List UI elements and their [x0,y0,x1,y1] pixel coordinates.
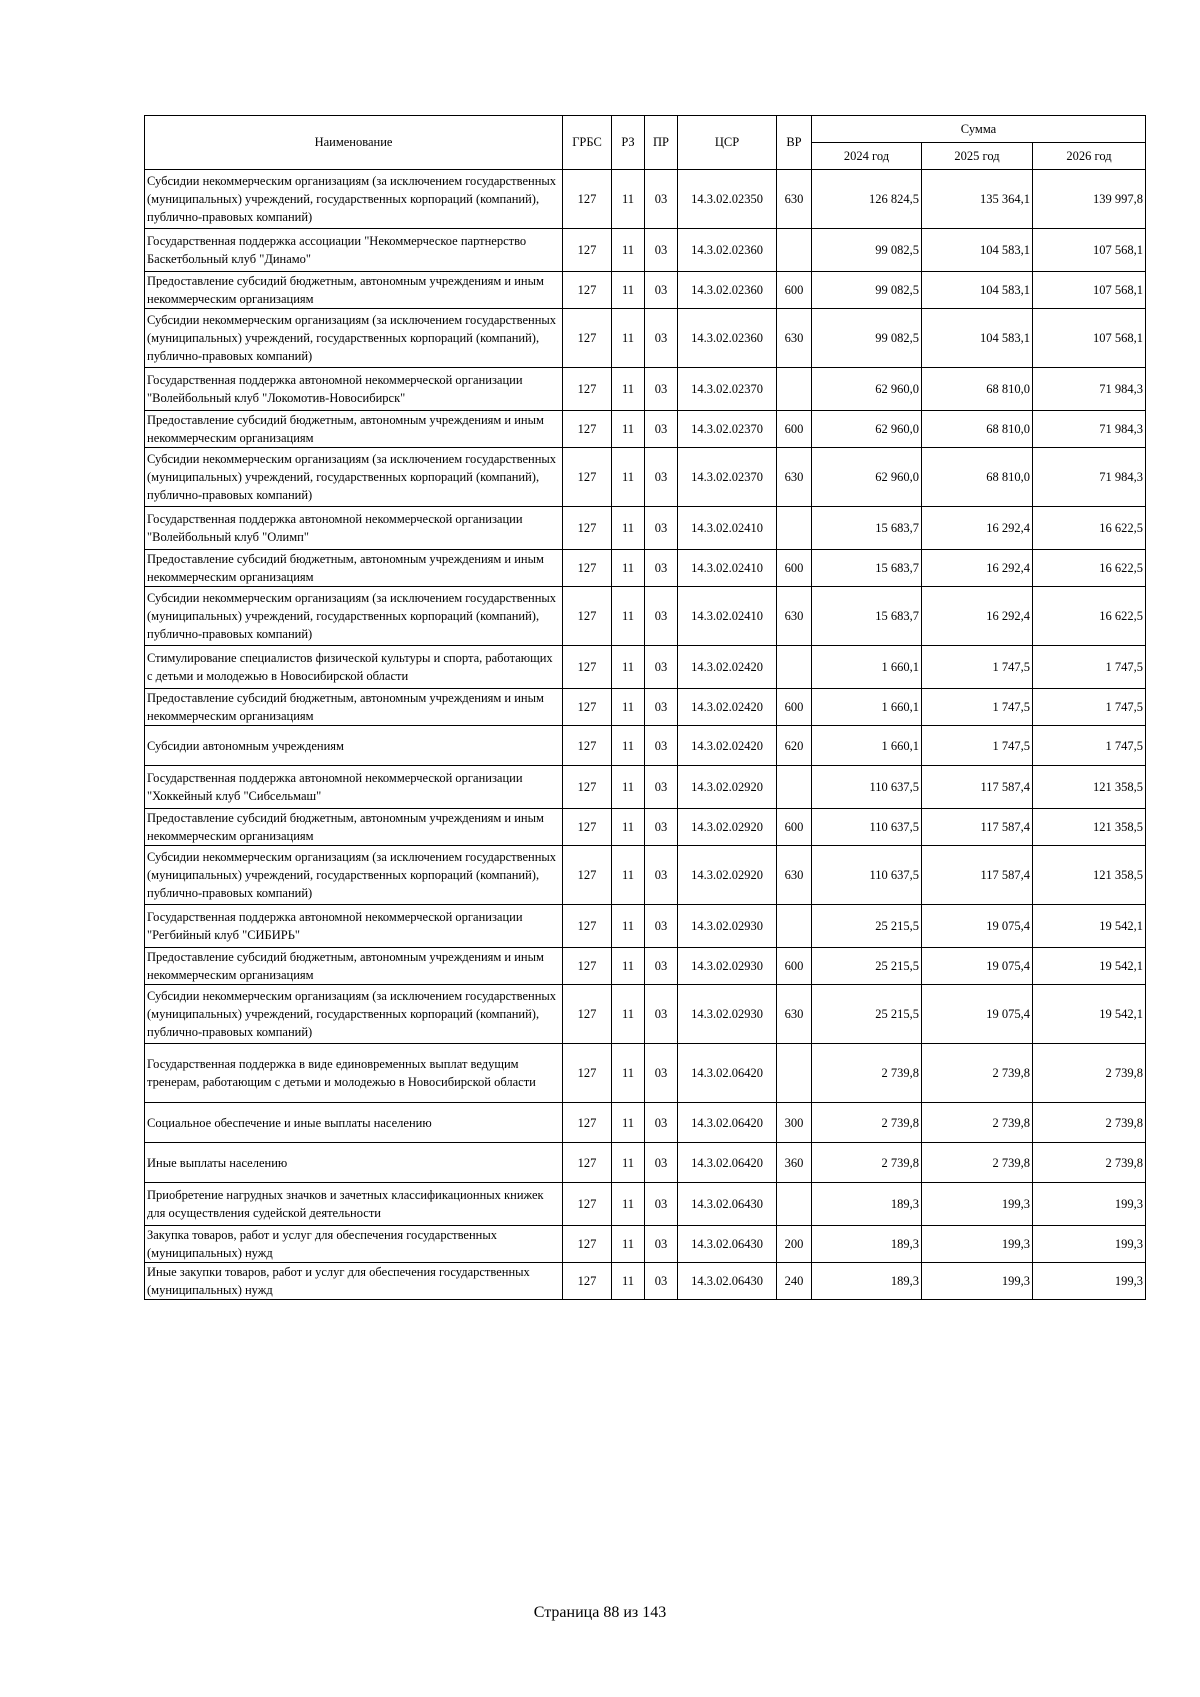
row-csr: 14.3.02.06420 [678,1103,777,1143]
row-sum-2024: 62 960,0 [812,411,922,448]
row-pr: 03 [645,1143,678,1183]
row-vr [777,646,812,689]
row-sum-2025: 68 810,0 [922,368,1033,411]
row-vr: 630 [777,309,812,368]
row-csr: 14.3.02.02370 [678,448,777,507]
row-sum-2026: 139 997,8 [1033,170,1146,229]
row-sum-2026: 16 622,5 [1033,507,1146,550]
row-csr: 14.3.02.02360 [678,309,777,368]
row-pr: 03 [645,809,678,846]
table-row [145,587,1146,646]
row-sum-2024: 189,3 [812,1226,922,1263]
table-row [145,726,1146,766]
row-csr: 14.3.02.06430 [678,1263,777,1300]
row-sum-2024: 15 683,7 [812,550,922,587]
row-name: Субсидии некоммерческим организациям (за исключением государственных (муниципальных) учреждений, государственных корпораций (компаний), публично-правовых компаний) [145,587,563,646]
row-sum-2026: 107 568,1 [1033,309,1146,368]
row-csr: 14.3.02.06420 [678,1044,777,1103]
row-sum-2025: 199,3 [922,1263,1033,1300]
row-sum-2024: 25 215,5 [812,905,922,948]
row-grbs: 127 [563,507,612,550]
table-row [145,507,1146,550]
page-number: Страница 88 из 143 [533,1604,667,1621]
row-sum-2026: 16 622,5 [1033,587,1146,646]
row-pr: 03 [645,229,678,272]
row-grbs: 127 [563,726,612,766]
budget-table [144,115,1146,1300]
row-rz: 11 [612,587,645,646]
row-csr: 14.3.02.02420 [678,726,777,766]
row-rz: 11 [612,846,645,905]
row-sum-2025: 104 583,1 [922,309,1033,368]
row-pr: 03 [645,905,678,948]
row-vr: 360 [777,1143,812,1183]
row-csr: 14.3.02.06420 [678,1143,777,1183]
row-name: Предоставление субсидий бюджетным, автономным учреждениям и иным некоммерческим организациям [145,809,563,846]
row-pr: 03 [645,1226,678,1263]
row-name: Предоставление субсидий бюджетным, автономным учреждениям и иным некоммерческим организациям [145,550,563,587]
table-row [145,1263,1146,1300]
row-csr: 14.3.02.02920 [678,846,777,905]
row-name: Стимулирование специалистов физической культуры и спорта, работающих с детьми и молодежью в Новосибирской области [145,646,563,689]
row-csr: 14.3.02.02360 [678,272,777,309]
row-vr [777,1044,812,1103]
row-vr [777,905,812,948]
row-vr [777,368,812,411]
row-rz: 11 [612,309,645,368]
row-sum-2025: 199,3 [922,1183,1033,1226]
row-rz: 11 [612,550,645,587]
row-name: Иные выплаты населению [145,1143,563,1183]
row-sum-2024: 110 637,5 [812,846,922,905]
header-sum: Сумма [812,116,1146,143]
row-vr: 630 [777,985,812,1044]
row-rz: 11 [612,448,645,507]
row-sum-2025: 1 747,5 [922,726,1033,766]
row-rz: 11 [612,726,645,766]
table-row [145,309,1146,368]
row-rz: 11 [612,411,645,448]
row-grbs: 127 [563,1183,612,1226]
row-csr: 14.3.02.02410 [678,507,777,550]
row-vr: 300 [777,1103,812,1143]
row-csr: 14.3.02.02420 [678,689,777,726]
row-sum-2024: 1 660,1 [812,689,922,726]
row-sum-2026: 2 739,8 [1033,1103,1146,1143]
row-name: Предоставление субсидий бюджетным, автономным учреждениям и иным некоммерческим организациям [145,411,563,448]
row-rz: 11 [612,1263,645,1300]
row-rz: 11 [612,368,645,411]
table-row [145,448,1146,507]
row-grbs: 127 [563,985,612,1044]
row-vr [777,507,812,550]
row-grbs: 127 [563,229,612,272]
table-header [145,116,1146,170]
row-sum-2026: 19 542,1 [1033,948,1146,985]
row-sum-2026: 1 747,5 [1033,689,1146,726]
row-sum-2026: 1 747,5 [1033,646,1146,689]
row-sum-2024: 99 082,5 [812,272,922,309]
row-rz: 11 [612,948,645,985]
row-sum-2025: 19 075,4 [922,985,1033,1044]
row-sum-2025: 19 075,4 [922,905,1033,948]
header-pr: ПР [645,116,678,170]
row-sum-2026: 199,3 [1033,1183,1146,1226]
header-2026: 2026 год [1033,143,1146,170]
row-pr: 03 [645,368,678,411]
row-sum-2026: 121 358,5 [1033,766,1146,809]
header-rz: РЗ [612,116,645,170]
row-rz: 11 [612,689,645,726]
row-pr: 03 [645,309,678,368]
row-rz: 11 [612,985,645,1044]
table-body [145,170,1146,1300]
row-sum-2025: 2 739,8 [922,1103,1033,1143]
row-sum-2025: 117 587,4 [922,766,1033,809]
row-sum-2026: 2 739,8 [1033,1143,1146,1183]
row-pr: 03 [645,646,678,689]
row-rz: 11 [612,1044,645,1103]
row-rz: 11 [612,1143,645,1183]
row-grbs: 127 [563,809,612,846]
row-rz: 11 [612,646,645,689]
row-sum-2025: 1 747,5 [922,646,1033,689]
row-sum-2025: 19 075,4 [922,948,1033,985]
row-sum-2024: 99 082,5 [812,309,922,368]
row-vr: 600 [777,809,812,846]
row-csr: 14.3.02.02370 [678,368,777,411]
table-row [145,1044,1146,1103]
row-sum-2025: 68 810,0 [922,448,1033,507]
row-grbs: 127 [563,1143,612,1183]
row-sum-2026: 107 568,1 [1033,229,1146,272]
table-row [145,846,1146,905]
row-sum-2024: 1 660,1 [812,646,922,689]
row-sum-2024: 25 215,5 [812,948,922,985]
row-sum-2025: 68 810,0 [922,411,1033,448]
table-row [145,809,1146,846]
row-sum-2026: 121 358,5 [1033,809,1146,846]
row-rz: 11 [612,507,645,550]
row-grbs: 127 [563,766,612,809]
row-grbs: 127 [563,846,612,905]
table-row [145,766,1146,809]
table-row [145,368,1146,411]
row-name: Государственная поддержка автономной некоммерческой организации "Хоккейный клуб "Сибсельмаш" [145,766,563,809]
row-sum-2025: 117 587,4 [922,846,1033,905]
row-name: Предоставление субсидий бюджетным, автономным учреждениям и иным некоммерческим организациям [145,948,563,985]
row-csr: 14.3.02.02370 [678,411,777,448]
row-csr: 14.3.02.02350 [678,170,777,229]
row-sum-2026: 19 542,1 [1033,905,1146,948]
row-pr: 03 [645,550,678,587]
row-sum-2025: 2 739,8 [922,1044,1033,1103]
row-sum-2024: 1 660,1 [812,726,922,766]
row-sum-2025: 1 747,5 [922,689,1033,726]
row-vr: 620 [777,726,812,766]
row-name: Иные закупки товаров, работ и услуг для обеспечения государственных (муниципальных) нужд [145,1263,563,1300]
row-csr: 14.3.02.06430 [678,1226,777,1263]
row-sum-2025: 16 292,4 [922,507,1033,550]
row-sum-2025: 2 739,8 [922,1143,1033,1183]
row-sum-2025: 199,3 [922,1226,1033,1263]
row-csr: 14.3.02.02420 [678,646,777,689]
row-name: Предоставление субсидий бюджетным, автономным учреждениям и иным некоммерческим организациям [145,689,563,726]
row-sum-2025: 104 583,1 [922,272,1033,309]
row-rz: 11 [612,229,645,272]
row-name: Субсидии некоммерческим организациям (за исключением государственных (муниципальных) учреждений, государственных корпораций (компаний), публично-правовых компаний) [145,985,563,1044]
table-row [145,1103,1146,1143]
row-sum-2024: 110 637,5 [812,766,922,809]
row-sum-2025: 104 583,1 [922,229,1033,272]
header-grbs: ГРБС [563,116,612,170]
row-pr: 03 [645,448,678,507]
row-name: Субсидии некоммерческим организациям (за исключением государственных (муниципальных) учреждений, государственных корпораций (компаний), публично-правовых компаний) [145,170,563,229]
row-sum-2026: 199,3 [1033,1226,1146,1263]
row-name: Государственная поддержка автономной некоммерческой организации "Регбийный клуб "СИБИРЬ" [145,905,563,948]
row-csr: 14.3.02.02920 [678,766,777,809]
row-vr: 630 [777,170,812,229]
row-sum-2025: 117 587,4 [922,809,1033,846]
row-sum-2026: 71 984,3 [1033,368,1146,411]
row-csr: 14.3.02.02930 [678,985,777,1044]
row-sum-2024: 2 739,8 [812,1143,922,1183]
row-name: Государственная поддержка ассоциации "Некоммерческое партнерство Баскетбольный клуб "Динамо" [145,229,563,272]
row-name: Закупка товаров, работ и услуг для обеспечения государственных (муниципальных) нужд [145,1226,563,1263]
row-sum-2026: 1 747,5 [1033,726,1146,766]
row-name: Государственная поддержка в виде единовременных выплат ведущим тренерам, работающим с детьми и молодежью в Новосибирской области [145,1044,563,1103]
table-row [145,646,1146,689]
row-grbs: 127 [563,1226,612,1263]
row-grbs: 127 [563,587,612,646]
table-row [145,170,1146,229]
row-vr: 630 [777,846,812,905]
row-pr: 03 [645,411,678,448]
row-sum-2026: 16 622,5 [1033,550,1146,587]
table-row [145,550,1146,587]
table-row [145,272,1146,309]
table-row [145,411,1146,448]
row-grbs: 127 [563,272,612,309]
row-sum-2024: 189,3 [812,1263,922,1300]
row-rz: 11 [612,1226,645,1263]
row-rz: 11 [612,766,645,809]
row-vr [777,766,812,809]
table-row [145,985,1146,1044]
row-pr: 03 [645,726,678,766]
row-rz: 11 [612,170,645,229]
row-vr: 600 [777,550,812,587]
row-vr [777,229,812,272]
row-vr [777,1183,812,1226]
row-pr: 03 [645,846,678,905]
row-pr: 03 [645,272,678,309]
table-row [145,689,1146,726]
row-vr: 600 [777,948,812,985]
table-row [145,1183,1146,1226]
row-grbs: 127 [563,309,612,368]
row-pr: 03 [645,948,678,985]
row-grbs: 127 [563,689,612,726]
table-row [145,948,1146,985]
row-name: Субсидии некоммерческим организациям (за исключением государственных (муниципальных) учреждений, государственных корпораций (компаний), публично-правовых компаний) [145,846,563,905]
row-grbs: 127 [563,948,612,985]
row-grbs: 127 [563,448,612,507]
row-csr: 14.3.02.02920 [678,809,777,846]
row-grbs: 127 [563,1103,612,1143]
table-row [145,1143,1146,1183]
row-grbs: 127 [563,411,612,448]
row-rz: 11 [612,1103,645,1143]
header-2025: 2025 год [922,143,1033,170]
row-sum-2026: 71 984,3 [1033,448,1146,507]
row-pr: 03 [645,1103,678,1143]
row-rz: 11 [612,272,645,309]
row-sum-2024: 62 960,0 [812,368,922,411]
row-sum-2025: 16 292,4 [922,550,1033,587]
row-vr: 240 [777,1263,812,1300]
header-name: Наименование [145,116,563,170]
row-csr: 14.3.02.06430 [678,1183,777,1226]
row-pr: 03 [645,985,678,1044]
row-name: Субсидии некоммерческим организациям (за исключением государственных (муниципальных) учреждений, государственных корпораций (компаний), публично-правовых компаний) [145,448,563,507]
row-pr: 03 [645,689,678,726]
row-pr: 03 [645,1044,678,1103]
row-pr: 03 [645,1263,678,1300]
header-vr: ВР [777,116,812,170]
row-sum-2026: 121 358,5 [1033,846,1146,905]
row-sum-2026: 19 542,1 [1033,985,1146,1044]
row-sum-2025: 135 364,1 [922,170,1033,229]
row-pr: 03 [645,587,678,646]
header-csr: ЦСР [678,116,777,170]
row-vr: 600 [777,272,812,309]
table-row [145,905,1146,948]
row-name: Предоставление субсидий бюджетным, автономным учреждениям и иным некоммерческим организациям [145,272,563,309]
row-vr: 200 [777,1226,812,1263]
row-sum-2024: 2 739,8 [812,1103,922,1143]
row-sum-2024: 25 215,5 [812,985,922,1044]
row-pr: 03 [645,507,678,550]
row-vr: 630 [777,587,812,646]
row-name: Государственная поддержка автономной некоммерческой организации "Волейбольный клуб "Локомотив-Новосибирск" [145,368,563,411]
row-grbs: 127 [563,646,612,689]
row-pr: 03 [645,1183,678,1226]
row-csr: 14.3.02.02930 [678,905,777,948]
row-name: Государственная поддержка автономной некоммерческой организации "Волейбольный клуб "Олимп" [145,507,563,550]
row-vr: 630 [777,448,812,507]
row-name: Приобретение нагрудных значков и зачетных классификационных книжек для осуществления судейской деятельности [145,1183,563,1226]
row-sum-2024: 110 637,5 [812,809,922,846]
row-sum-2024: 126 824,5 [812,170,922,229]
row-sum-2024: 99 082,5 [812,229,922,272]
row-grbs: 127 [563,1263,612,1300]
row-sum-2024: 15 683,7 [812,587,922,646]
row-pr: 03 [645,170,678,229]
row-csr: 14.3.02.02930 [678,948,777,985]
row-csr: 14.3.02.02410 [678,587,777,646]
row-sum-2024: 15 683,7 [812,507,922,550]
table-row [145,1226,1146,1263]
row-vr: 600 [777,411,812,448]
header-2024: 2024 год [812,143,922,170]
row-vr: 600 [777,689,812,726]
row-grbs: 127 [563,170,612,229]
row-sum-2026: 107 568,1 [1033,272,1146,309]
row-rz: 11 [612,905,645,948]
row-sum-2026: 71 984,3 [1033,411,1146,448]
row-grbs: 127 [563,1044,612,1103]
row-csr: 14.3.02.02360 [678,229,777,272]
row-sum-2024: 62 960,0 [812,448,922,507]
row-name: Субсидии некоммерческим организациям (за исключением государственных (муниципальных) учреждений, государственных корпораций (компаний), публично-правовых компаний) [145,309,563,368]
row-sum-2026: 2 739,8 [1033,1044,1146,1103]
table-row [145,229,1146,272]
row-name: Субсидии автономным учреждениям [145,726,563,766]
row-rz: 11 [612,1183,645,1226]
row-grbs: 127 [563,550,612,587]
row-sum-2025: 16 292,4 [922,587,1033,646]
row-rz: 11 [612,809,645,846]
row-grbs: 127 [563,905,612,948]
row-csr: 14.3.02.02410 [678,550,777,587]
row-name: Социальное обеспечение и иные выплаты населению [145,1103,563,1143]
row-sum-2024: 2 739,8 [812,1044,922,1103]
row-sum-2024: 189,3 [812,1183,922,1226]
row-pr: 03 [645,766,678,809]
row-grbs: 127 [563,368,612,411]
row-sum-2026: 199,3 [1033,1263,1146,1300]
